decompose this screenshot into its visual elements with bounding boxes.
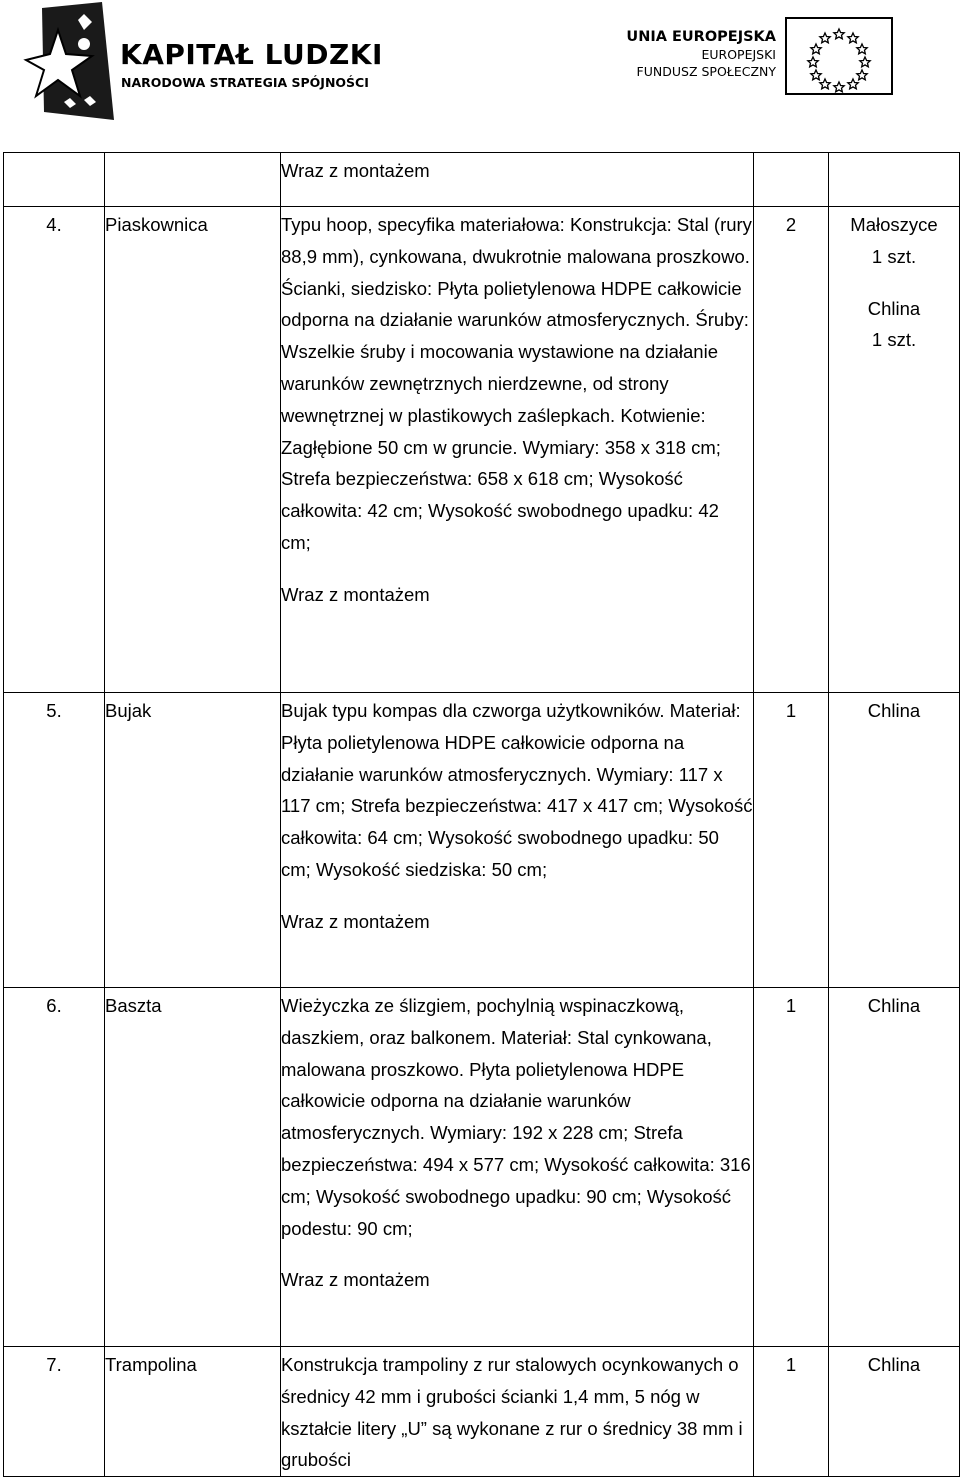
cell-loc: Chlina [829, 693, 960, 988]
cell-desc [281, 207, 754, 693]
kapital-ludzki-logo-icon [22, 0, 122, 122]
cell-loc [829, 153, 960, 207]
location-qty: 1 szt. [871, 329, 917, 351]
cell-desc [281, 693, 754, 988]
eu-flag-icon [785, 17, 893, 95]
location-qty: 1 szt. [871, 245, 917, 267]
cell-loc [829, 207, 960, 693]
cell-qty: 1 [754, 988, 829, 1347]
cell-qty: 1 [754, 693, 829, 988]
cell-name: Piaskownica [105, 207, 281, 693]
kapital-ludzki-subtitle: NARODOWA STRATEGIA SPÓJNOŚCI [121, 75, 369, 90]
cell-name: Trampolina [105, 1347, 281, 1477]
eu-line-1: UNIA EUROPEJSKA [626, 29, 776, 45]
cell-qty [754, 153, 829, 207]
table-row [4, 153, 960, 207]
montaz-text: Wraz z montażem [281, 1269, 430, 1291]
cell-desc [281, 153, 754, 207]
eu-line-3: FUNDUSZ SPOŁECZNY [636, 64, 776, 79]
items-table [3, 152, 960, 1477]
cell-qty: 2 [754, 207, 829, 693]
eu-line-2: EUROPEJSKI [701, 47, 776, 62]
cell-num: 7. [4, 1347, 105, 1477]
table-row [4, 207, 960, 693]
kapital-ludzki-title: KAPITAŁ LUDZKI [120, 38, 383, 71]
cell-desc [281, 1347, 754, 1477]
montaz-text: Wraz z montażem [281, 583, 430, 605]
document-header [0, 0, 960, 150]
cell-name: Bujak [105, 693, 281, 988]
cell-name: Baszta [105, 988, 281, 1347]
table-row [4, 1347, 960, 1477]
montaz-text: Wraz z montażem [281, 160, 430, 181]
location-name: Chlina [867, 297, 921, 319]
table-row [4, 988, 960, 1347]
cell-name [105, 153, 281, 207]
desc-text: Typu hoop, specyfika materiałowa: Konstrukcja: Stal (rury 88,9 mm), cynkowana, dwukrotnie malowana proszkowo. Ścianki, siedzisko: Płyta polietylenowa HDPE całkowicie odporna na działanie warunków atmosferycznych. Śruby: Wszelkie śruby i mocowania wystawione na działanie warunków zewnętrznych nierdzewne, od strony wewnętrznej w plastikowych zaślepkach. Kotwienie: Zagłębione 50 cm w gruncie. Wymiary: 358 x 318 cm; Strefa bezpieczeństwa: 658 x 618 cm; Wysokość całkowita: 42 cm; Wysokość swobodnego upadku: 42 cm; [281, 214, 752, 553]
cell-desc [281, 988, 754, 1347]
desc-text: Wieżyczka ze ślizgiem, pochylnią wspinaczkową, daszkiem, oraz balkonem. Materiał: Stal cynkowana, malowana proszkowo. Płyta polietylenowa HDPE całkowicie odporna na działanie warunków atmosferycznych. Wymiary: 192 x 228 cm; Strefa bezpieczeństwa: 494 x 577 cm; Wysokość całkowita: 316 cm; Wysokość swobodnego upadku: 90 cm; Wysokość podestu: 90 cm; [281, 995, 751, 1239]
cell-num [4, 153, 105, 207]
montaz-text: Wraz z montażem [281, 910, 430, 932]
desc-text: Bujak typu kompas dla czworga użytkowników. Materiał: Płyta polietylenowa HDPE całkowicie odporna na działanie warunków atmosferycznych. Wymiary: 117 x 117 cm; Strefa bezpieczeństwa: 417 x 417 cm; Wysokość całkowita: 64 cm; Wysokość swobodnego upadku: 50 cm; Wysokość siedziska: 50 cm; [281, 700, 753, 880]
location-name: Małoszyce [850, 214, 938, 235]
cell-loc: Chlina [829, 1347, 960, 1477]
eu-text-block [618, 28, 776, 80]
cell-num: 4. [4, 207, 105, 693]
cell-num: 5. [4, 693, 105, 988]
desc-text: Konstrukcja trampoliny z rur stalowych ocynkowanych o średnicy 42 mm i grubości ścianki 1,4 mm, 5 nóg w kształcie litery „U” są wykonane z rur o średnicy 38 mm i grubości [281, 1354, 743, 1471]
cell-loc: Chlina [829, 988, 960, 1347]
cell-num: 6. [4, 988, 105, 1347]
table-row [4, 693, 960, 988]
cell-qty: 1 [754, 1347, 829, 1477]
